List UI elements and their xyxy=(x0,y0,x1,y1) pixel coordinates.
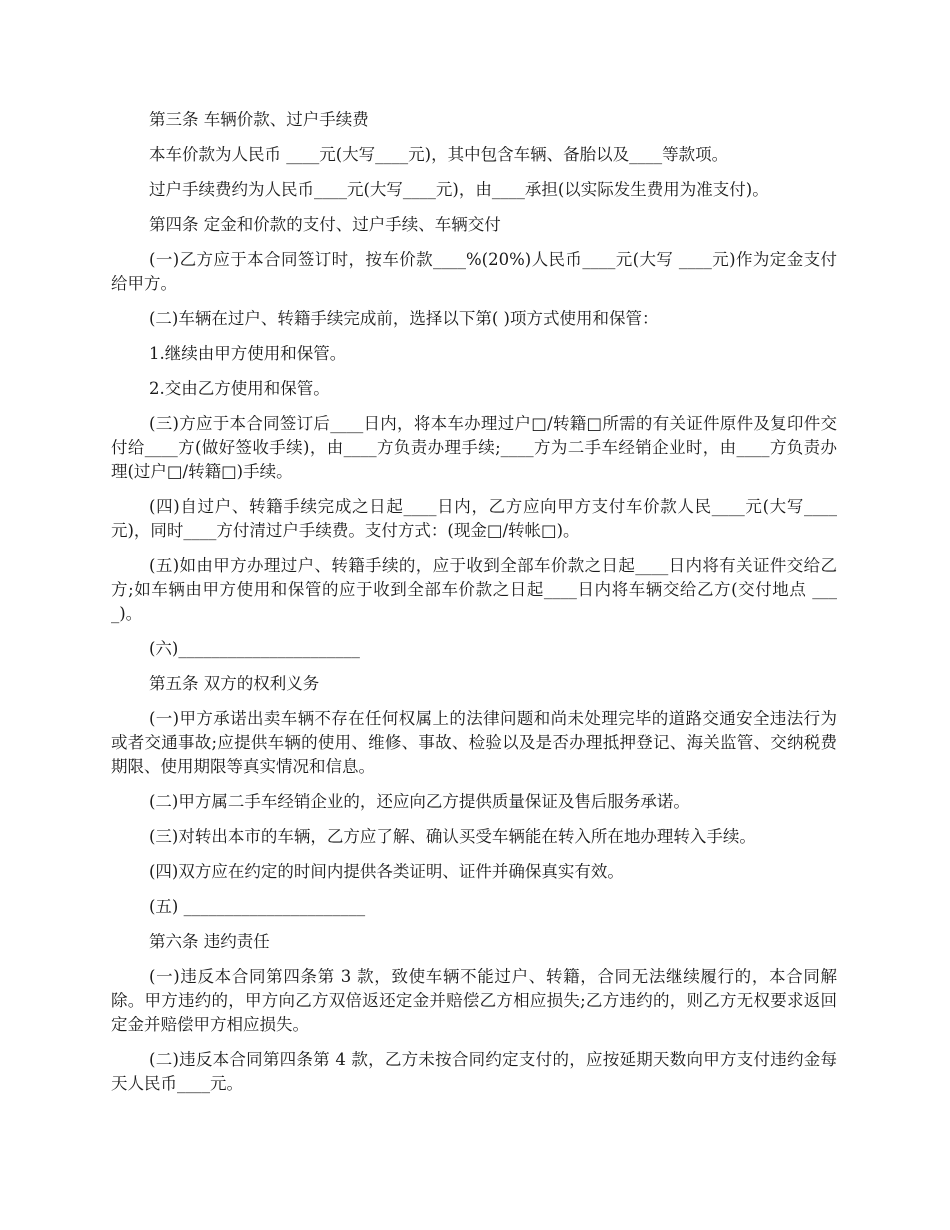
article-4-heading: 第四条 定金和价款的支付、过户手续、车辆交付 xyxy=(149,215,501,234)
article-4-clause-1: (一)乙方应于本合同签订时，按车价款____%(20%)人民币____元(大写 ____元)作为定金支付给甲方。 xyxy=(111,250,837,293)
document-page xyxy=(111,108,837,1107)
article-6-heading: 第六条 违约责任 xyxy=(149,932,270,951)
article-4-clause-2: (二)车辆在过户、转籍手续完成前，选择以下第( )项方式使用和保管： xyxy=(149,309,659,328)
article-4-clause-4: (四)自过户、转籍手续完成之日起____日内，乙方应向甲方支付车价款人民____元(大写____元)，同时____方付清过户手续费。支付方式：(现金□/转帐□)。 xyxy=(111,497,837,540)
article-4-clause-3: (三)方应于本合同签订后____日内，将本车办理过户□/转籍□所需的有关证件原件及复印件交付给____方(做好签收手续)，由____方负责办理手续;____方为二手车经销企业时，由____方负责办理(过户□/转籍□)手续。 xyxy=(111,414,837,481)
article-4-option-1: 1.继续由甲方使用和保管。 xyxy=(149,344,347,363)
article-6-clause-2: (二)违反本合同第四条第 4 款，乙方未按合同约定支付的，应按延期天数向甲方支付违约金每天人民币____元。 xyxy=(111,1050,837,1093)
article-3-price-paragraph: 本车价款为人民币 ____元(大写____元)，其中包含车辆、备胎以及____等款项。 xyxy=(149,145,729,164)
article-5-clause-2: (二)甲方属二手车经销企业的，还应向乙方提供质量保证及售后服务承诺。 xyxy=(149,792,690,811)
article-6-clause-1: (一)违反本合同第四条第 3 款，致使车辆不能过户、转籍，合同无法继续履行的，本合同解除。甲方违约的，甲方向乙方双倍返还定金并赔偿乙方相应损失;乙方违约的，则乙方无权要求返回定金并赔偿甲方相应损失。 xyxy=(111,967,837,1034)
article-4-clause-6: (六)______________________ xyxy=(149,639,360,658)
article-3-heading: 第三条 车辆价款、过户手续费 xyxy=(149,110,369,129)
article-5-clause-5: (五) ______________________ xyxy=(149,897,366,916)
article-5-clause-3: (三)对转出本市的车辆，乙方应了解、确认买受车辆能在转入所在地办理转入手续。 xyxy=(149,827,756,846)
article-3-fee-paragraph: 过户手续费约为人民币____元(大写____元)，由____承担(以实际发生费用为准支付)。 xyxy=(149,180,769,199)
article-4-option-2: 2.交由乙方使用和保管。 xyxy=(149,379,330,398)
article-4-clause-5: (五)如由甲方办理过户、转籍手续的，应于收到全部车价款之日起____日内将有关证件交给乙方;如车辆由甲方使用和保管的应于收到全部车价款之日起____日内将车辆交给乙方(交付地点 ____)。 xyxy=(111,556,837,623)
article-5-heading: 第五条 双方的权利义务 xyxy=(149,674,320,693)
article-5-clause-1: (一)甲方承诺出卖车辆不存在任何权属上的法律问题和尚未处理完毕的道路交通安全违法行为或者交通事故;应提供车辆的使用、维修、事故、检验以及是否办理抵押登记、海关监管、交纳税费期限、使用期限等真实情况和信息。 xyxy=(111,709,837,776)
article-5-clause-4: (四)双方应在约定的时间内提供各类证明、证件并确保真实有效。 xyxy=(149,862,624,881)
